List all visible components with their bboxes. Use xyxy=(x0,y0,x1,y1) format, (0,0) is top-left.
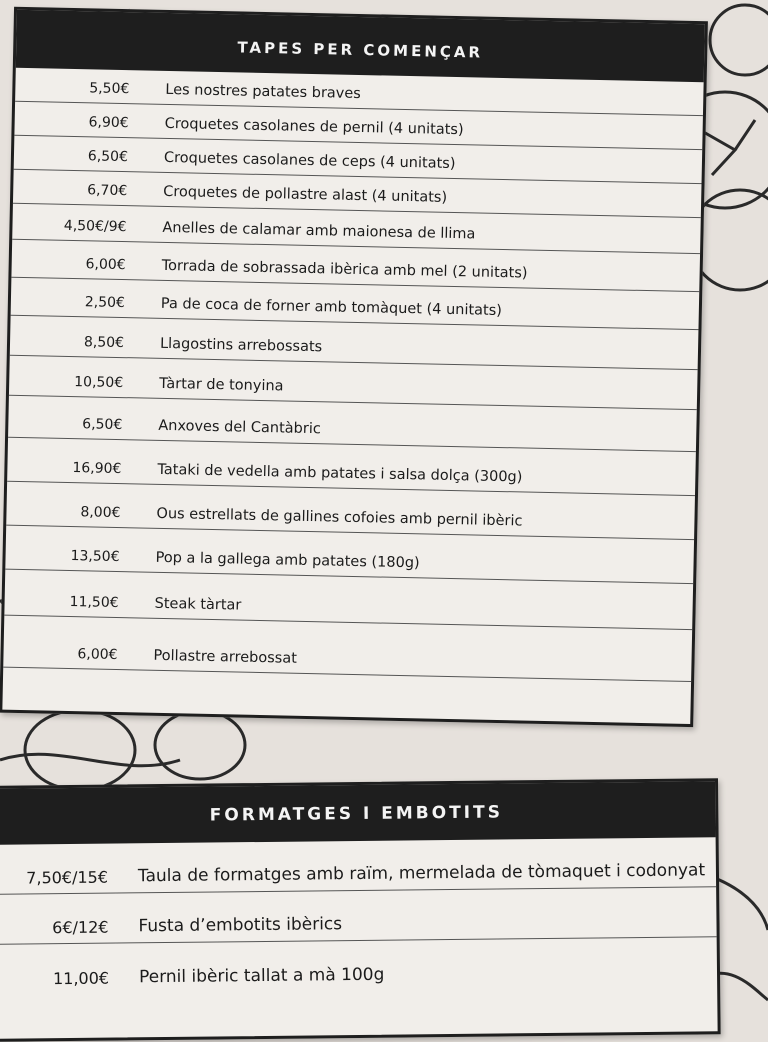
menu-item-name: Pa de coca de forner amb tomàquet (4 unitats) xyxy=(160,295,503,320)
menu-item-name: Croquetes de pollastre alast (4 unitats) xyxy=(163,183,448,206)
menu-item-price: 8,50€ xyxy=(83,334,125,352)
menu-item-name: Anxoves del Cantàbric xyxy=(158,417,321,438)
menu-item-price: 16,90€ xyxy=(72,460,122,478)
menu-item-price: 11,00€ xyxy=(52,968,110,989)
menu-item-price: 8,00€ xyxy=(80,504,121,522)
menu-item-price: 6,70€ xyxy=(86,182,128,200)
menu-item-name: Pernil ibèric tallat a mà 100g xyxy=(138,964,385,988)
tapes-header: TAPES PER COMENÇAR xyxy=(16,10,705,82)
menu-item-price: 6€/12€ xyxy=(52,917,109,938)
menu-item-price: 4,50€/9€ xyxy=(63,217,127,236)
menu-item-price: 6,00€ xyxy=(77,646,118,664)
menu-item-name: Croquetes casolanes de ceps (4 unitats) xyxy=(163,149,456,173)
menu-item-name: Taula de formatges amb raïm, mermelada de tòmaquet i codonyat xyxy=(137,860,706,887)
menu-item-name: Tàrtar de tonyina xyxy=(159,375,284,395)
menu-item-price: 6,90€ xyxy=(88,114,129,132)
menu-item-price: 5,50€ xyxy=(89,80,130,98)
menu-item-price: 6,50€ xyxy=(82,416,123,434)
menu-item-price: 6,00€ xyxy=(85,256,126,274)
menu-item-price: 7,50€/15€ xyxy=(26,867,109,888)
menu-item-name: Llagostins arrebossats xyxy=(159,335,323,356)
menu-item-name: Torrada de sobrassada ibèrica amb mel (2 unitats) xyxy=(161,257,528,282)
menu-item-price: 11,50€ xyxy=(69,594,119,612)
menu-item-name: Fusta d’embotits ibèrics xyxy=(138,914,343,937)
menu-item-name: Les nostres patates braves xyxy=(165,81,361,103)
tomato-stem xyxy=(700,120,755,175)
menu-item-name: Anelles de calamar amb maionesa de llima xyxy=(162,219,476,243)
formatges-header: FORMATGES I EMBOTITS xyxy=(0,781,716,845)
menu-item-price: 6,50€ xyxy=(87,148,129,166)
menu-item-row xyxy=(0,837,716,895)
menu-item-name: Ous estrellats de gallines cofoies amb pernil ibèric xyxy=(156,505,523,530)
tapes-list xyxy=(3,68,703,682)
menu-item-name: Croquetes casolanes de pernil (4 unitats) xyxy=(164,115,464,139)
menu-item-price: 10,50€ xyxy=(74,374,124,392)
menu-item-price: 13,50€ xyxy=(70,548,120,566)
menu-item-name: Steak tàrtar xyxy=(154,595,242,614)
menu-item-name: Tataki de vedella amb patates i salsa dolça (300g) xyxy=(157,461,523,486)
formatges-list xyxy=(0,837,717,995)
menu-item-name: Pollastre arrebossat xyxy=(153,647,298,667)
menu-item-price: 2,50€ xyxy=(84,294,126,312)
formatges-section xyxy=(0,778,721,1042)
tapes-section xyxy=(0,7,708,727)
menu-item-name: Pop a la gallega amb patates (180g) xyxy=(155,549,420,572)
menu-item-row xyxy=(0,887,717,945)
menu-item-row xyxy=(0,937,717,995)
